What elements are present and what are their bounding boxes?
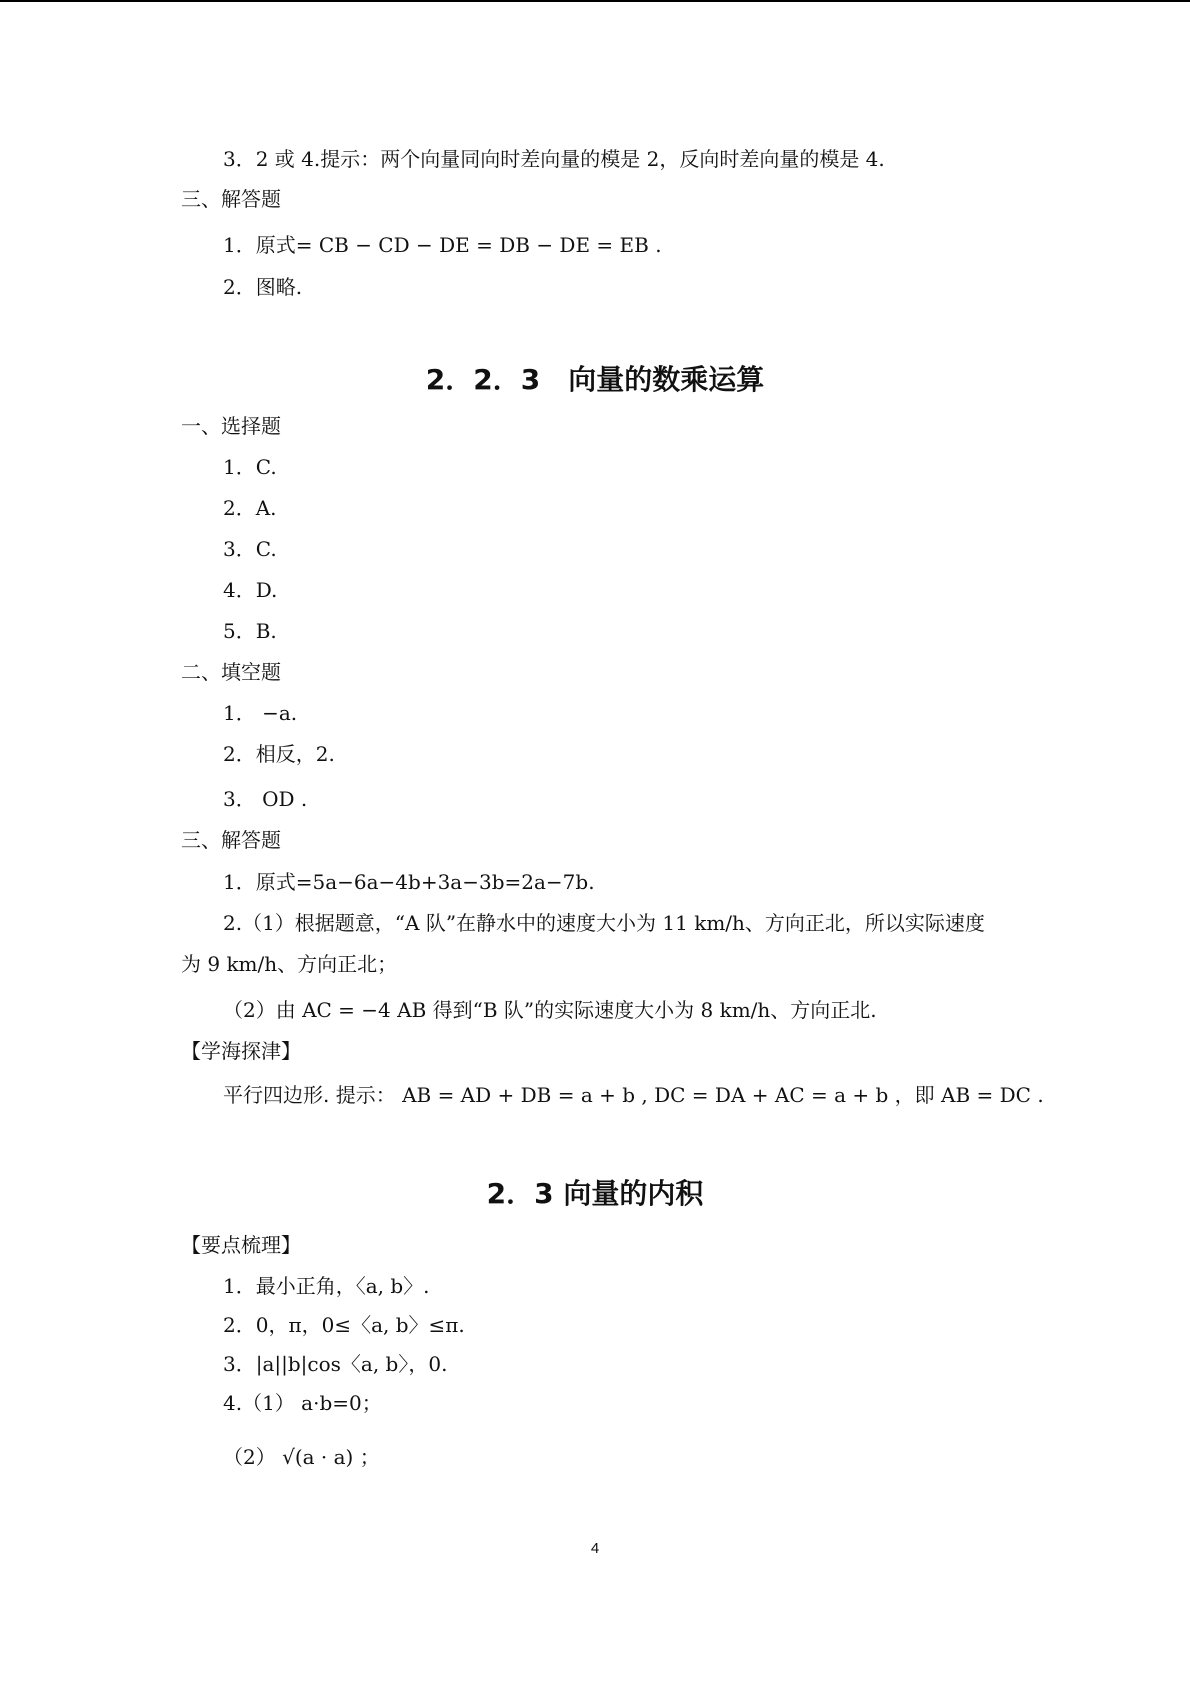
answer-line: （2） √(a · a) ； <box>223 1445 380 1469</box>
answer-line: 4.（1） a·b=0； <box>223 1391 382 1415</box>
answer-line-continued: 为 9 km/h、方向正北； <box>181 952 398 976</box>
answer-line: 2．A. <box>223 496 277 520</box>
section-heading: 【要点梳理】 <box>181 1233 301 1257</box>
answer-line: 3．|a||b|cos〈a, b〉，0. <box>223 1352 448 1376</box>
section-heading: 三、解答题 <box>181 187 281 211</box>
answer-line: 平行四边形. 提示： AB = AD + DB = a + b , DC = DA + AC = a + b ，即 AB = DC . <box>223 1083 1044 1107</box>
section-heading: 一、选择题 <box>181 414 281 438</box>
answer-line: 3． OD . <box>223 787 308 811</box>
answer-line: 1． −a. <box>223 701 298 725</box>
section-heading: 【学海探津】 <box>181 1039 301 1063</box>
answer-line: 1．原式= CB − CD − DE = DB − DE = EB . <box>223 233 662 257</box>
answer-line: 5．B. <box>223 619 277 643</box>
answer-line: 2．图略. <box>223 275 303 299</box>
page-number: 4 <box>590 1540 600 1557</box>
answer-line: 4．D. <box>223 578 278 602</box>
answer-line: 2．0，π，0≤〈a, b〉≤π. <box>223 1313 465 1337</box>
answer-line: 1．最小正角，〈a, b〉. <box>223 1274 430 1298</box>
section-title: 2．3 向量的内积 <box>486 1177 704 1210</box>
answer-line: 2．相反，2. <box>223 742 335 766</box>
section-title: 2．2．3 向量的数乘运算 <box>425 363 765 396</box>
answer-line: （2）由 AC = −4 AB 得到“B 队”的实际速度大小为 8 km/h、方向正北. <box>223 998 877 1022</box>
section-heading: 二、填空题 <box>181 660 281 684</box>
answer-line: 1．原式=5a−6a−4b+3a−3b=2a−7b. <box>223 870 595 894</box>
answer-line: 3．2 或 4.提示：两个向量同向时差向量的模是 2，反向时差向量的模是 4. <box>223 147 885 171</box>
answer-line: 3．C. <box>223 537 277 561</box>
answer-line: 1．C. <box>223 455 277 479</box>
section-heading: 三、解答题 <box>181 828 281 852</box>
answer-line: 2.（1）根据题意，“A 队”在静水中的速度大小为 11 km/h、方向正北，所以实际速度 <box>223 911 985 935</box>
